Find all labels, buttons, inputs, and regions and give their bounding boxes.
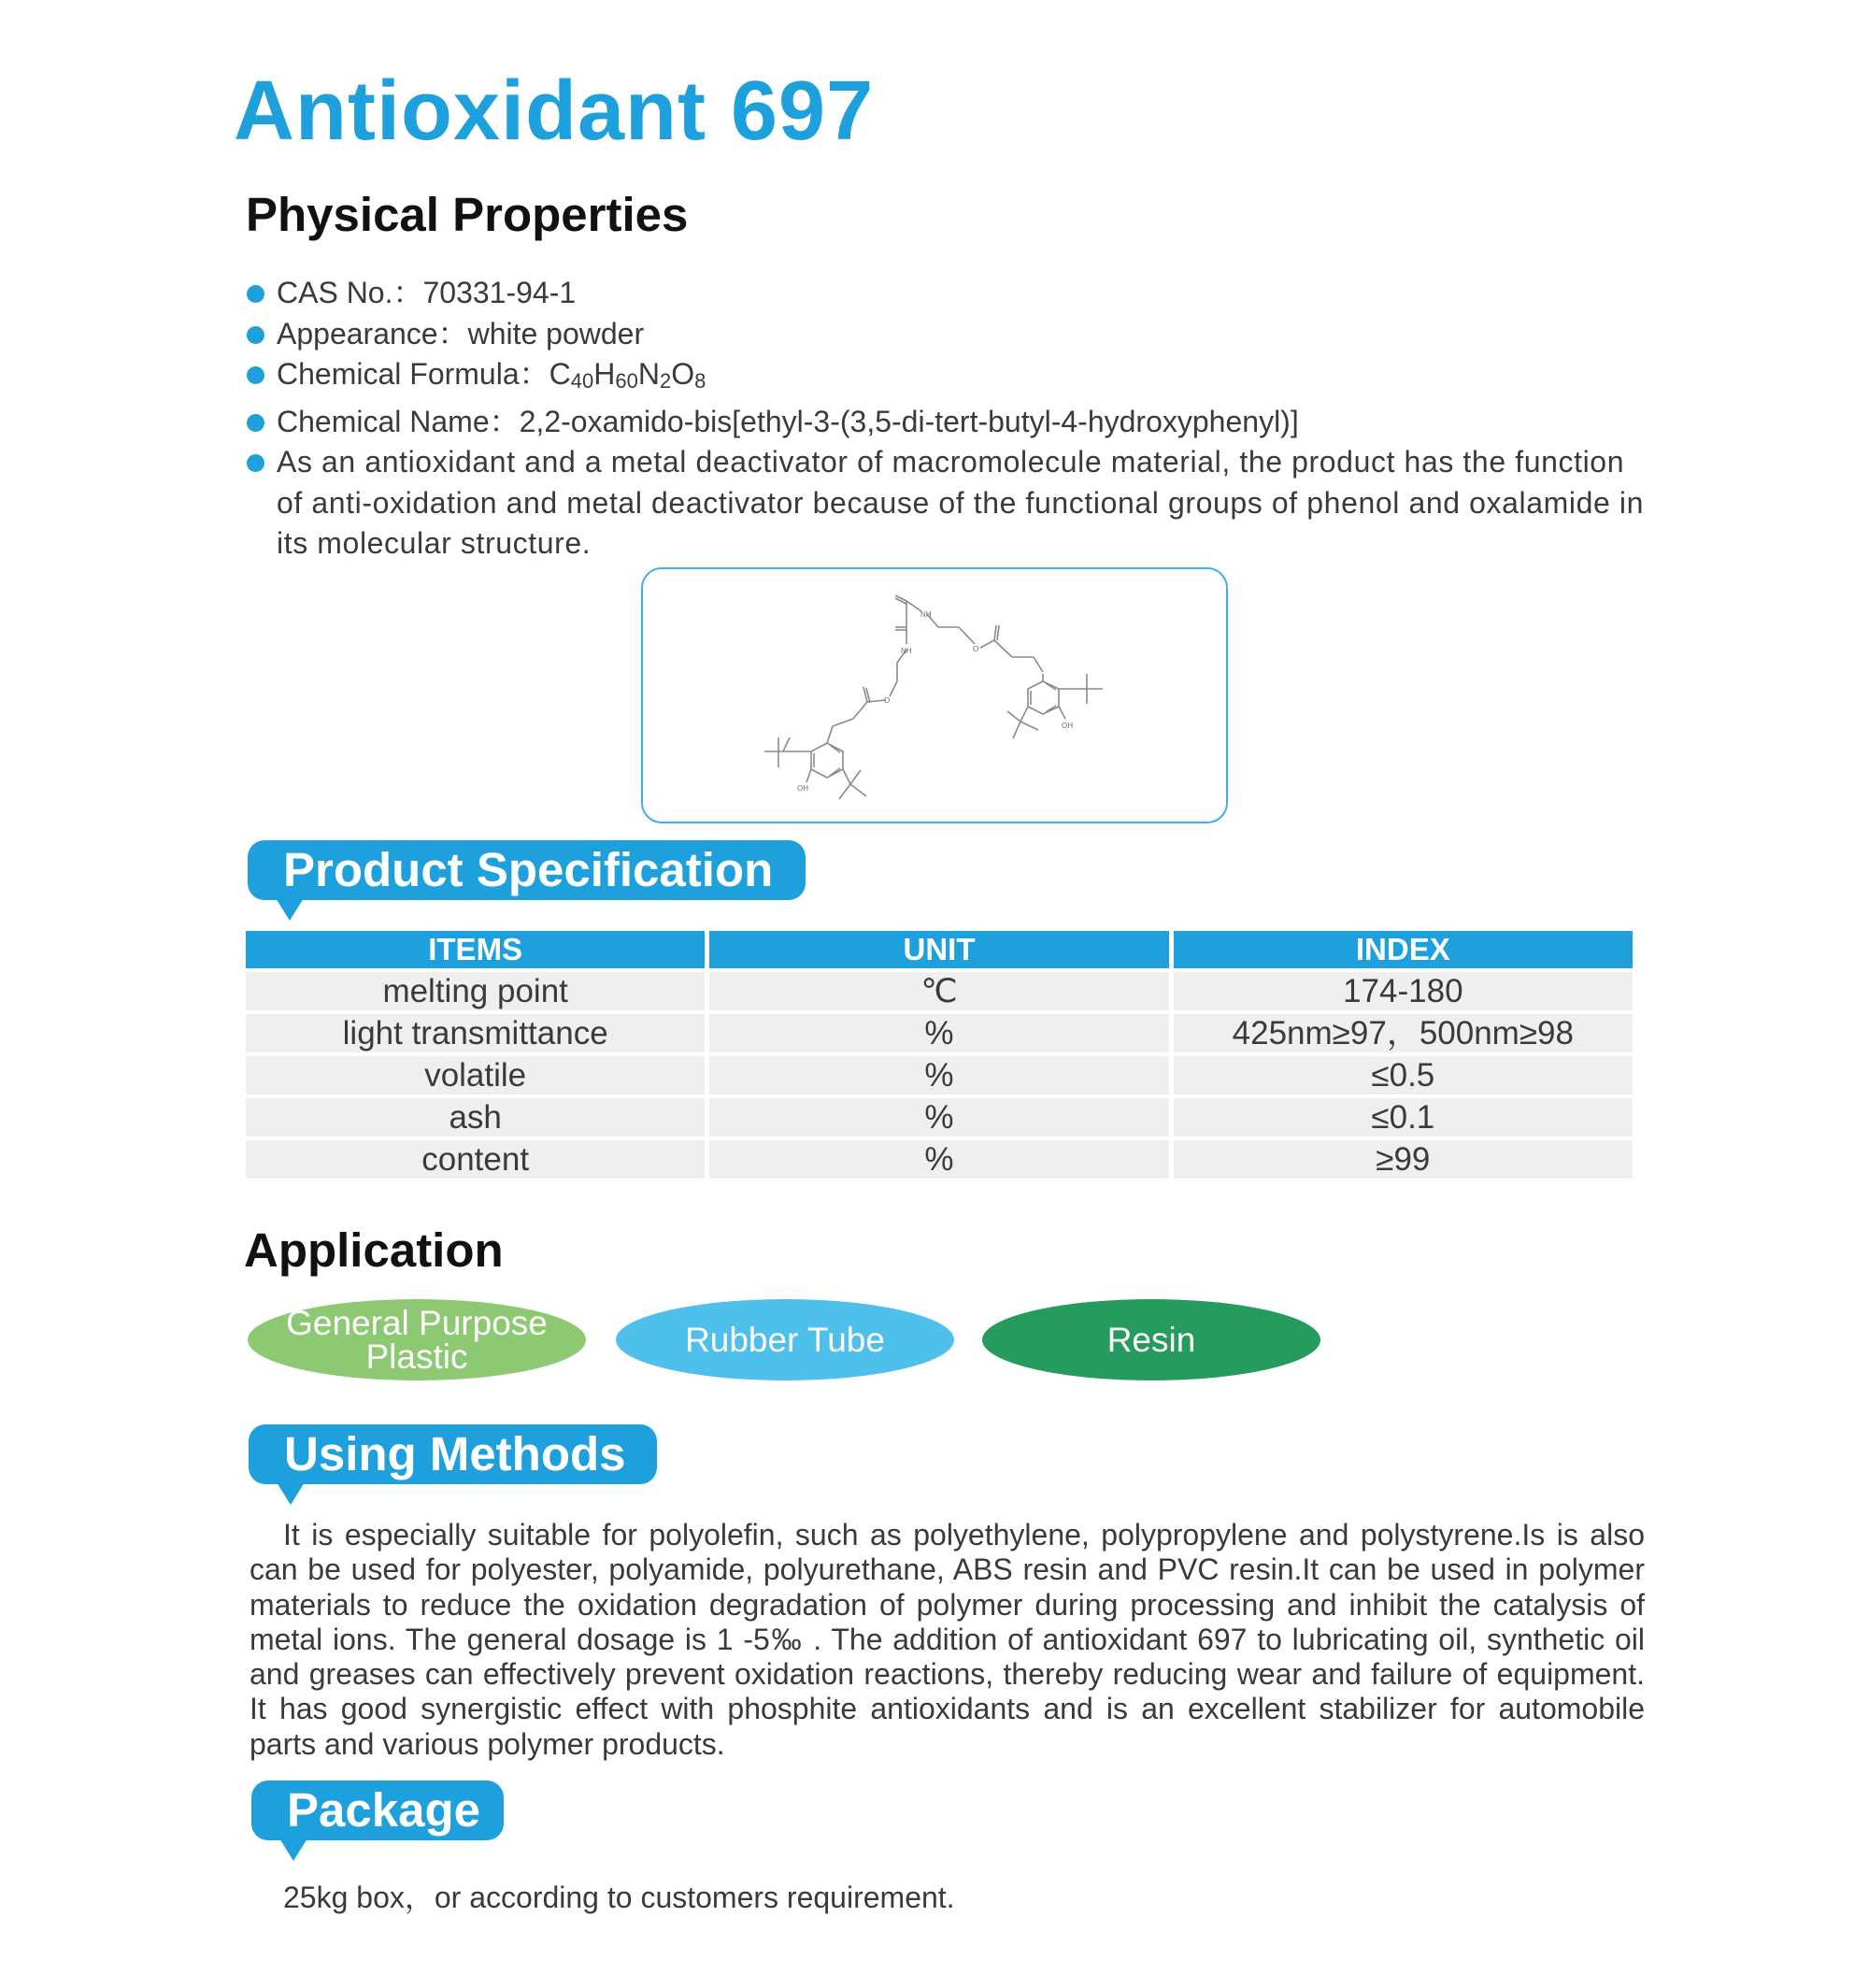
cell-unit: %	[709, 1098, 1168, 1137]
application-pill-rubber-tube	[616, 1299, 954, 1380]
product-specification-tab	[248, 840, 806, 900]
application-label: Resin	[1106, 1320, 1196, 1359]
cell-unit: %	[709, 1014, 1168, 1052]
column-header-items: ITEMS	[246, 931, 705, 968]
bullet-icon	[247, 285, 264, 303]
chemical-structure-box	[641, 567, 1228, 823]
bullet-icon	[247, 414, 264, 432]
physical-properties-heading: Physical Properties	[246, 188, 689, 241]
property-description: As an antioxidant and a metal deactivator of macromolecule material, the product has the function of anti-oxidation and metal deactivator because of the functional groups of phenol and oxalamide in its molecular structure.	[245, 442, 1647, 565]
tab-pointer-icon	[279, 1838, 307, 1861]
cell-index: 425nm≥97，500nm≥98	[1174, 1014, 1633, 1052]
bullet-icon	[247, 454, 264, 472]
cell-item: melting point	[246, 972, 705, 1010]
application-pill-resin	[982, 1299, 1320, 1380]
chemical-structure-diagram	[643, 569, 1230, 825]
application-heading: Application	[244, 1223, 504, 1277]
cell-unit: %	[709, 1056, 1168, 1094]
specification-table	[241, 927, 1637, 1182]
table-row	[246, 1098, 1633, 1137]
using-methods-heading: Using Methods	[284, 1427, 626, 1480]
application-label: Rubber Tube	[685, 1320, 885, 1359]
nh-label-right: NH	[920, 610, 932, 619]
property-formula: Chemical Formula：$C_{40}H_{60}N_2O_8$	[245, 354, 1647, 402]
cell-index: 174-180	[1174, 972, 1633, 1010]
package-heading: Package	[287, 1783, 480, 1837]
property-cas: CAS No.：70331-94-1	[245, 273, 1647, 314]
physical-properties-list	[245, 273, 1647, 565]
using-methods-text: It is especially suitable for polyolefin, such as polyethylene, polypropylene and polystyrene.Is is also can be used for polyester, polyamide, polyurethane, ABS resin and PVC resin.It can be used in polymer materials to reduce the oxidation degradation of polymer during processing and inhibit the catalysis of metal ions. The general dosage is 1 -5‰ . The addition of antioxidant 697 to lubricating oil, synthetic oil and greases can effectively prevent oxidation reactions, thereby reducing wear and failure of equipment. It has good synergistic effect with phosphite antioxidants and is an excellent stabilizer for automobile parts and various polymer products.	[250, 1518, 1645, 1761]
oh-label-right: OH	[1062, 722, 1073, 730]
table-header-row	[246, 931, 1633, 968]
table-row	[246, 1056, 1633, 1094]
cell-item: content	[246, 1140, 705, 1179]
column-header-index: INDEX	[1174, 931, 1633, 968]
bullet-icon	[247, 326, 264, 344]
table-row	[246, 1140, 1633, 1179]
nh-label-left: NH	[901, 647, 912, 655]
tab-pointer-icon	[276, 898, 304, 921]
bullet-icon	[247, 366, 264, 384]
o-label-left: O	[884, 696, 891, 705]
tab-pointer-icon	[277, 1482, 305, 1505]
application-label: General Purpose Plastic	[286, 1303, 548, 1376]
page-title: Antioxidant 697	[234, 64, 875, 158]
cell-unit: %	[709, 1140, 1168, 1179]
package-text: 25kg box，or according to customers requirement.	[283, 1881, 955, 1914]
using-methods-tab	[249, 1424, 657, 1484]
package-tab	[251, 1781, 504, 1840]
left-benzene-ring	[811, 743, 843, 778]
property-appearance: Appearance：white powder	[245, 314, 1647, 355]
right-benzene-ring	[1028, 681, 1059, 714]
product-specification-heading: Product Specification	[283, 843, 774, 896]
oh-label-left: OH	[797, 784, 808, 793]
table-row	[246, 972, 1633, 1010]
application-pill-general-purpose-plastic	[248, 1299, 586, 1380]
cell-unit: ℃	[709, 972, 1168, 1010]
cell-index: ≥99	[1174, 1140, 1633, 1179]
property-chemical-name: Chemical Name：2,2-oxamido-bis[ethyl-3-(3,5-di-tert-butyl-4-hydroxyphenyl)]	[245, 402, 1647, 443]
cell-item: ash	[246, 1098, 705, 1137]
o-label-right: O	[973, 645, 979, 653]
column-header-unit: UNIT	[709, 931, 1168, 968]
cell-index: ≤0.1	[1174, 1098, 1633, 1137]
cell-item: volatile	[246, 1056, 705, 1094]
cell-item: light transmittance	[246, 1014, 705, 1052]
cell-index: ≤0.5	[1174, 1056, 1633, 1094]
table-row	[246, 1014, 1633, 1052]
